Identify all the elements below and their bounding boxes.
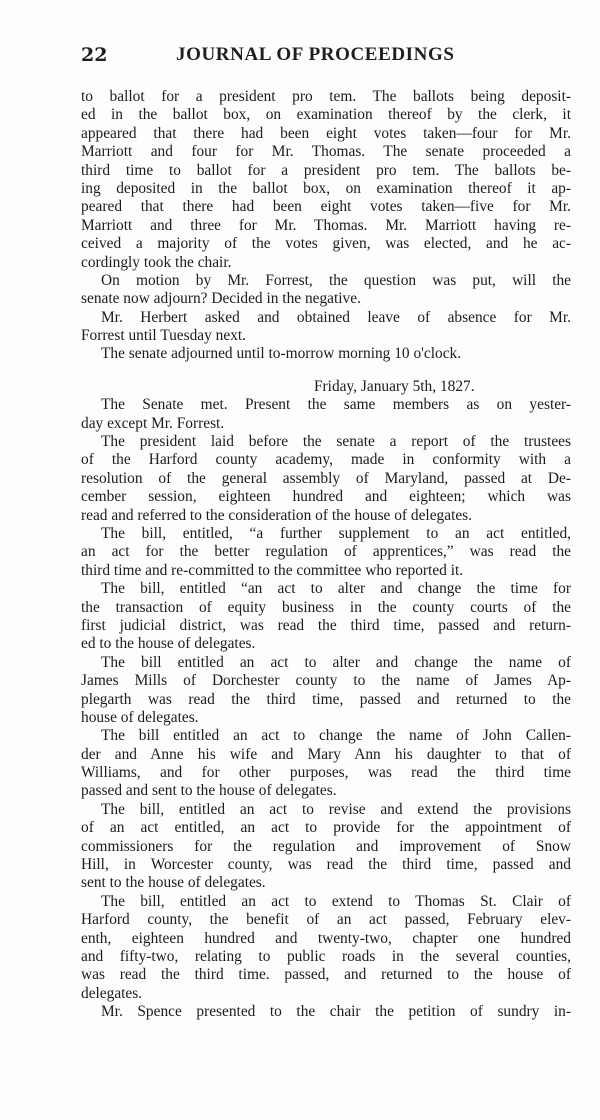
text-line: to ballot for a president pro tem. The ballots being deposit-: [81, 88, 571, 105]
text-line: The president laid before the senate a report of the trustees: [101, 433, 571, 451]
text-line: The senate adjourned until to-morrow morning 10 o'clock.: [101, 345, 462, 363]
paragraph: [81, 654, 571, 728]
text-line: ed to the house of delegates.: [81, 635, 256, 653]
text-line: ing deposited in the ballot box, on examination thereof it ap-: [81, 179, 571, 197]
text-line: third time and re-committed to the committee who reported it.: [81, 561, 464, 579]
text-line: resolution of the general assembly of Maryland, passed at De-: [81, 469, 571, 487]
text-line: senate now adjourn? Decided in the negative.: [81, 290, 361, 308]
text-line: was read the third time. passed, and returned to the house of: [81, 966, 571, 984]
text-line: Mr. Herbert asked and obtained leave of absence for Mr.: [101, 308, 571, 326]
text-line: appeared that there had been eight votes taken—four for Mr.: [81, 124, 571, 142]
dateline: Friday, January 5th, 1827.: [314, 377, 475, 395]
text-line: the transaction of equity business in the county courts of the: [81, 598, 571, 616]
text-line: commissioners for the regulation and improvement of Snow: [81, 837, 571, 855]
text-line: of the Harford county academy, made in conformity with a: [81, 451, 571, 469]
text-line: first judicial district, was read the third time, passed and return-: [81, 616, 571, 634]
page-header: [81, 44, 600, 70]
text-line: Mr. Spence presented to the chair the petition of sundry in-: [101, 1003, 571, 1021]
running-head: JOURNAL OF PROCEEDINGS: [176, 44, 455, 65]
text-line: peared that there had been eight votes taken—five for Mr.: [81, 198, 571, 216]
text-line: The bill, entitled an act to revise and extend the provisions: [101, 800, 571, 818]
text-line: The bill, entitled “an act to alter and change the time for: [101, 580, 571, 598]
paragraph: [81, 433, 571, 525]
text-line: The Senate met. Present the same members as on yester-: [101, 396, 571, 414]
text-line: passed and sent to the house of delegates.: [81, 782, 337, 800]
text-line: third time to ballot for a president pro tem. The ballots be-: [81, 161, 571, 179]
paragraph: [81, 1003, 571, 1021]
text-line: house of delegates.: [81, 708, 199, 726]
text-line: and fifty-two, relating to public roads in the several counties,: [81, 947, 571, 965]
text-line: The bill, entitled, “a further supplement to an act entitled,: [101, 524, 571, 542]
text-line: delegates.: [81, 984, 143, 1002]
text-line: der and Anne his wife and Mary Ann his daughter to that of: [81, 745, 571, 763]
text-line: read and referred to the consideration of the house of delegates.: [81, 506, 473, 524]
text-line: Marriott and four for Mr. Thomas. The senate proceeded a: [81, 143, 571, 161]
text-line: an act for the better regulation of apprentices,” was read the: [81, 543, 571, 561]
text-line: cordingly took the chair.: [81, 253, 232, 271]
text-line: day except Mr. Forrest.: [81, 414, 225, 432]
text-line: The bill entitled an act to change the name of John Callen-: [101, 727, 571, 745]
text-line: of an act entitled, an act to provide for the appointment of: [81, 819, 571, 837]
text-line: Marriott and three for Mr. Thomas. Mr. Marriott having re-: [81, 216, 571, 234]
paragraph: [81, 893, 571, 1003]
text-line: James Mills of Dorchester county to the name of James Ap-: [81, 672, 571, 690]
paragraph: [81, 88, 571, 272]
text-line: plegarth was read the third time, passed and returned to the: [81, 690, 571, 708]
page-number: 22: [81, 44, 108, 66]
text-line: Forrest until Tuesday next.: [81, 327, 247, 345]
section-gap: [81, 364, 571, 378]
text-line: Williams, and for other purposes, was read the third time: [81, 764, 571, 782]
paragraph: [81, 272, 571, 309]
paragraph: [81, 396, 571, 433]
journal-text: [81, 88, 571, 1022]
text-line: The bill, entitled an act to extend to Thomas St. Clair of: [101, 892, 571, 910]
text-line: Harford county, the benefit of an act passed, February elev-: [81, 911, 571, 929]
text-line: sent to the house of delegates.: [81, 874, 266, 892]
paragraph: [81, 309, 571, 346]
text-line: The bill entitled an act to alter and change the name of: [101, 653, 571, 671]
text-line: Hill, in Worcester county, was read the third time, passed and: [81, 856, 571, 874]
text-line: ceived a majority of the votes given, was elected, and he ac-: [81, 235, 571, 253]
text-line: cember session, eighteen hundred and eighteen; which was: [81, 488, 571, 506]
text-line: On motion by Mr. Forrest, the question was put, will the: [101, 271, 571, 289]
paragraph: [81, 727, 571, 801]
text-line: ed in the ballot box, on examination thereof by the clerk, it: [81, 106, 571, 124]
paragraph: [81, 801, 571, 893]
paragraph: [81, 345, 571, 363]
paragraph: [81, 580, 571, 654]
text-line: enth, eighteen hundred and twenty-two, chapter one hundred: [81, 929, 571, 947]
paragraph: [81, 525, 571, 580]
